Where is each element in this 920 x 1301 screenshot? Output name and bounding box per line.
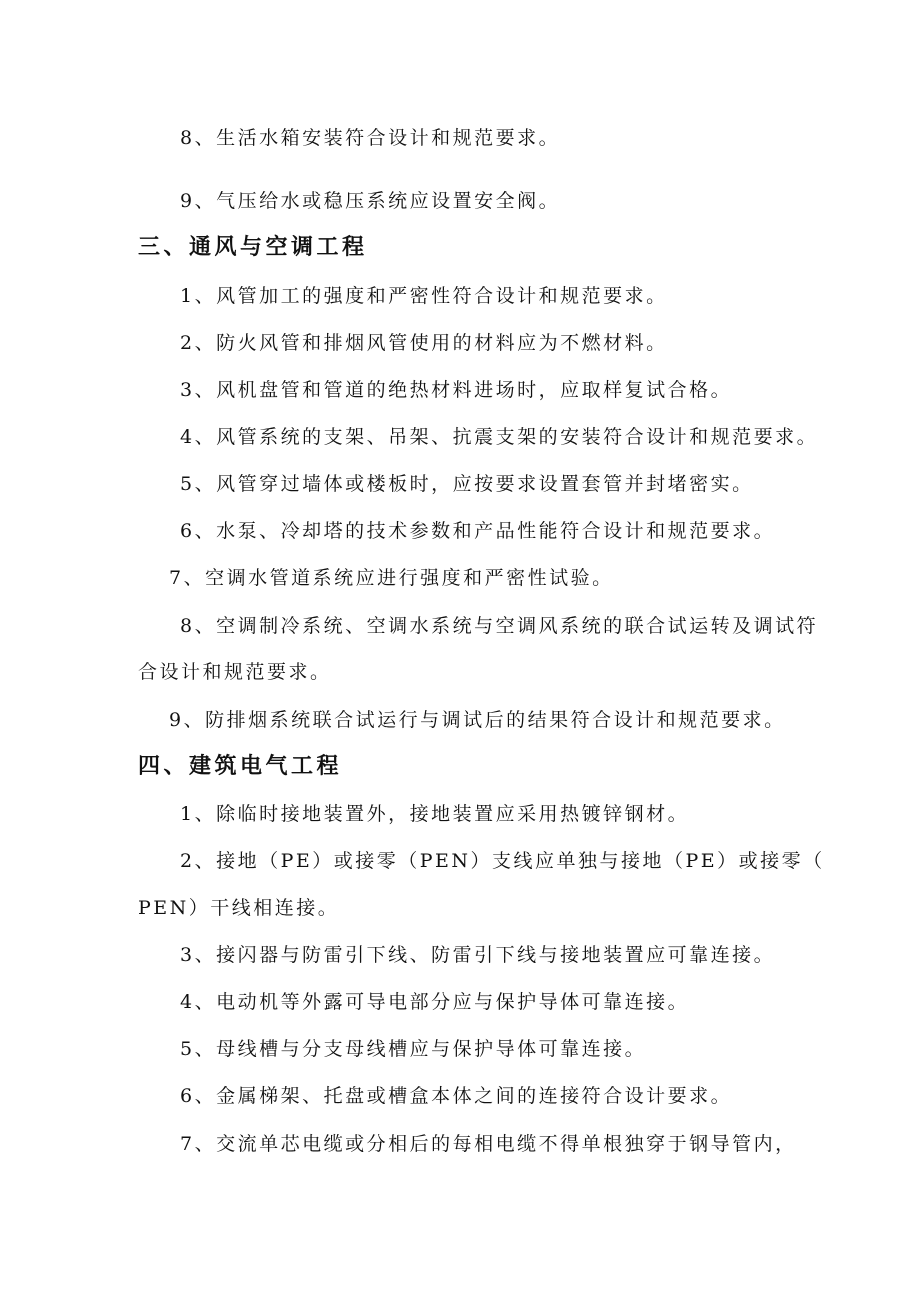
item-line: 7、空调水管道系统应进行强度和严密性试验。 bbox=[169, 567, 614, 589]
item-line: 2、防火风管和排烟风管使用的材料应为不燃材料。 bbox=[180, 332, 668, 354]
item-line: 2、接地（PE）或接零（PEN）支线应单独与接地（PE）或接零（ bbox=[180, 850, 825, 872]
item-line: 4、风管系统的支架、吊架、抗震支架的安装符合设计和规范要求。 bbox=[180, 426, 819, 448]
item-line: 8、空调制冷系统、空调水系统与空调风系统的联合试运转及调试符 bbox=[180, 615, 819, 637]
item-line: 1、风管加工的强度和严密性符合设计和规范要求。 bbox=[180, 285, 668, 307]
item-line: 8、生活水箱安装符合设计和规范要求。 bbox=[180, 127, 561, 149]
item-line: 5、母线槽与分支母线槽应与保护导体可靠连接。 bbox=[180, 1038, 647, 1060]
section-heading: 三、通风与空调工程 bbox=[138, 234, 368, 260]
item-line: 6、水泵、冷却塔的技术参数和产品性能符合设计和规范要求。 bbox=[180, 520, 776, 542]
item-continuation-line: PEN）干线相连接。 bbox=[138, 897, 340, 919]
item-line: 9、防排烟系统联合试运行与调试后的结果符合设计和规范要求。 bbox=[169, 709, 786, 731]
item-line: 3、风机盘管和管道的绝热材料进场时，应取样复试合格。 bbox=[180, 379, 733, 401]
item-line: 4、电动机等外露可导电部分应与保护导体可靠连接。 bbox=[180, 991, 690, 1013]
item-line: 7、交流单芯电缆或分相后的每相电缆不得单根独穿于钢导管内， bbox=[180, 1133, 797, 1155]
item-line: 1、除临时接地装置外，接地装置应采用热镀锌钢材。 bbox=[180, 803, 690, 825]
item-continuation-line: 合设计和规范要求。 bbox=[138, 661, 332, 683]
item-line: 3、接闪器与防雷引下线、防雷引下线与接地装置应可靠连接。 bbox=[180, 944, 776, 966]
section-heading: 四、建筑电气工程 bbox=[138, 753, 343, 779]
item-line: 5、风管穿过墙体或楼板时，应按要求设置套管并封堵密实。 bbox=[180, 473, 754, 495]
item-line: 9、气压给水或稳压系统应设置安全阀。 bbox=[180, 190, 561, 212]
item-line: 6、金属梯架、托盘或槽盒本体之间的连接符合设计要求。 bbox=[180, 1085, 733, 1107]
